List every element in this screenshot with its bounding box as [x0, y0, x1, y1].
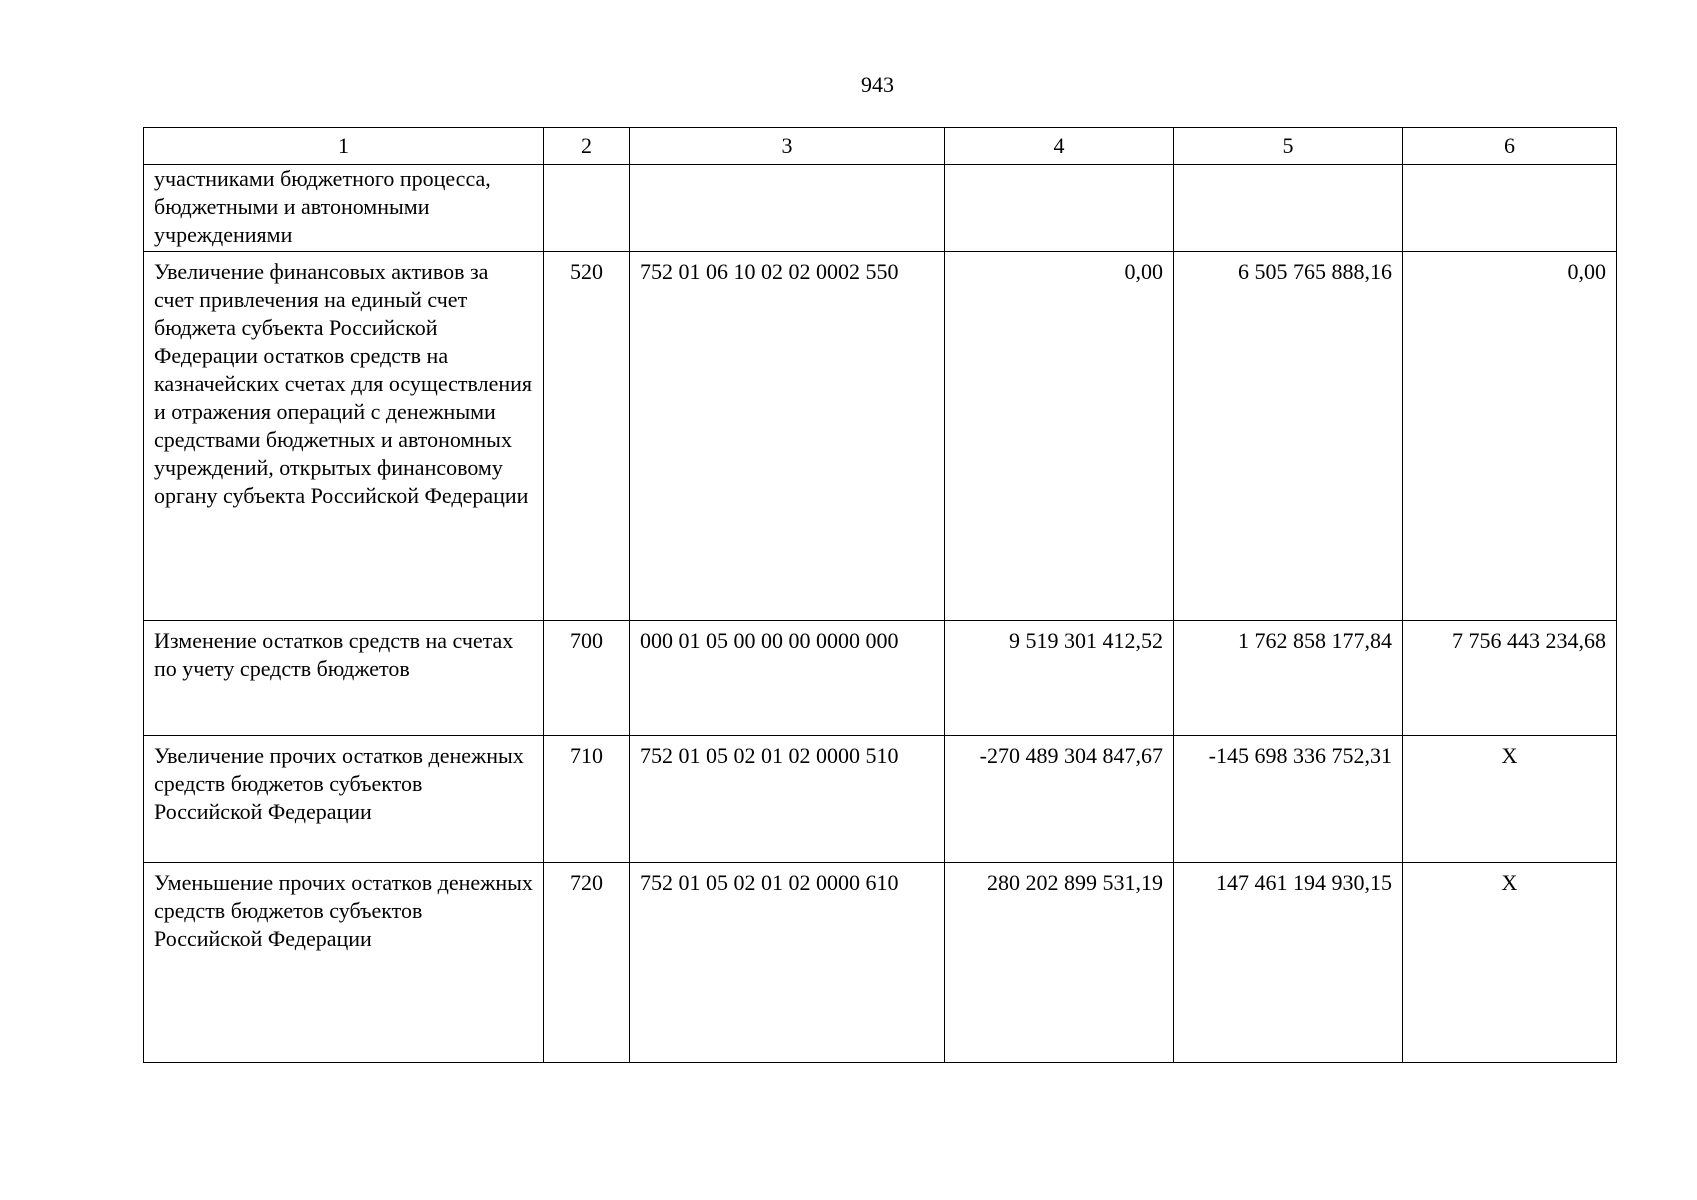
row-kbk: [630, 165, 945, 252]
row-kbk: 752 01 05 02 01 02 0000 610: [630, 863, 945, 1063]
page-number: 943: [861, 72, 894, 97]
row-col6: [1403, 165, 1617, 252]
row-code: 710: [544, 736, 630, 863]
column-header-2: 2: [544, 128, 630, 165]
row-kbk: 752 01 06 10 02 02 0002 550: [630, 252, 945, 621]
row-kbk: 000 01 05 00 00 00 0000 000: [630, 621, 945, 736]
row-col4: -270 489 304 847,67: [945, 736, 1174, 863]
row-col4: 0,00: [945, 252, 1174, 621]
table-row: [144, 736, 1617, 863]
table-row: [144, 165, 1617, 252]
row-name: Уменьшение прочих остатков денежных средств бюджетов субъектов Российской Федерации: [144, 863, 544, 1063]
column-header-1: 1: [144, 128, 544, 165]
row-col5: [1174, 165, 1403, 252]
budget-sources-table: [143, 127, 1617, 1063]
row-col5: 147 461 194 930,15: [1174, 863, 1403, 1063]
table-header-row: [144, 128, 1617, 165]
row-col5: 6 505 765 888,16: [1174, 252, 1403, 621]
column-header-4: 4: [945, 128, 1174, 165]
row-col4: [945, 165, 1174, 252]
column-header-3: 3: [630, 128, 945, 165]
row-col5: 1 762 858 177,84: [1174, 621, 1403, 736]
row-code: 520: [544, 252, 630, 621]
table-row: [144, 863, 1617, 1063]
row-col4: 280 202 899 531,19: [945, 863, 1174, 1063]
row-col6: 7 756 443 234,68: [1403, 621, 1617, 736]
row-name: Изменение остатков средств на счетах по учету средств бюджетов: [144, 621, 544, 736]
column-header-6: 6: [1403, 128, 1617, 165]
row-code: [544, 165, 630, 252]
table-row: [144, 252, 1617, 621]
row-code: 720: [544, 863, 630, 1063]
table-row: [144, 621, 1617, 736]
row-name: Увеличение финансовых активов за счет привлечения на единый счет бюджета субъекта Российской Федерации остатков средств на казначейских счетах для осуществления и отражения операций с денежными средствами бюджетных и автономных учреждений, открытых финансовому органу субъекта Российской Федерации: [144, 252, 544, 621]
column-header-5: 5: [1174, 128, 1403, 165]
row-col5: -145 698 336 752,31: [1174, 736, 1403, 863]
row-kbk: 752 01 05 02 01 02 0000 510: [630, 736, 945, 863]
row-col4: 9 519 301 412,52: [945, 621, 1174, 736]
row-col6: X: [1403, 736, 1617, 863]
row-col6: X: [1403, 863, 1617, 1063]
row-col6: 0,00: [1403, 252, 1617, 621]
row-name: Увеличение прочих остатков денежных средств бюджетов субъектов Российской Федерации: [144, 736, 544, 863]
row-name: участниками бюджетного процесса, бюджетными и автономными учреждениями: [144, 165, 544, 252]
row-code: 700: [544, 621, 630, 736]
